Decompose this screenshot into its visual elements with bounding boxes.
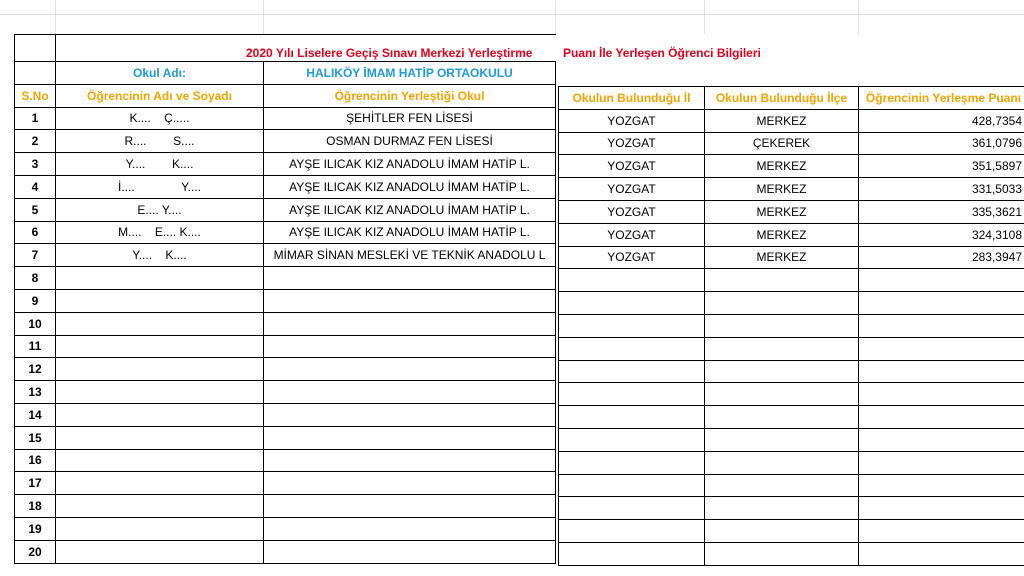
- placed-school: [264, 312, 556, 335]
- placed-school: OSMAN DURMAZ FEN LİSESİ: [264, 130, 556, 153]
- placed-school: AYŞE ILICAK KIZ ANADOLU İMAM HATİP L.: [264, 175, 556, 198]
- score-cell: 331,5033: [859, 178, 1024, 201]
- placed-school: [264, 403, 556, 426]
- placed-school: [264, 289, 556, 312]
- province-cell: [559, 520, 705, 543]
- table-row: [559, 178, 1024, 201]
- placed-school: [264, 335, 556, 358]
- student-name: E.... Y....: [56, 198, 264, 221]
- placed-school: [264, 449, 556, 472]
- student-name: [56, 289, 264, 312]
- table-row: [15, 426, 556, 449]
- student-name: K.... Ç.....: [56, 107, 264, 130]
- province-cell: [559, 428, 705, 451]
- student-name: [56, 495, 264, 518]
- table-row: [15, 449, 556, 472]
- table-row: [559, 542, 1024, 565]
- table-row: [15, 130, 556, 153]
- table-row: [15, 403, 556, 426]
- header-placed-school: Öğrencinin Yerleştiği Okul: [264, 84, 556, 107]
- row-number: 11: [15, 335, 56, 358]
- table-row: [15, 153, 556, 176]
- district-cell: [705, 292, 859, 315]
- student-name: Y.... K....: [56, 244, 264, 267]
- score-cell: [859, 542, 1024, 565]
- province-cell: [559, 269, 705, 292]
- province-cell: [559, 474, 705, 497]
- title-left: 2020 Yılı Liselere Geçiş Sınavı Merkezi Yerleştirme: [246, 46, 533, 60]
- school-row: [15, 62, 556, 85]
- score-cell: [859, 337, 1024, 360]
- province-cell: [559, 497, 705, 520]
- district-cell: [705, 383, 859, 406]
- province-cell: [559, 337, 705, 360]
- row-number: 7: [15, 244, 56, 267]
- student-name: [56, 540, 264, 563]
- row-number: 1: [15, 107, 56, 130]
- placed-school: [264, 358, 556, 381]
- province-cell: [559, 292, 705, 315]
- row-number: 5: [15, 198, 56, 221]
- score-cell: 335,3621: [859, 200, 1024, 223]
- header-district: Okulun Bulunduğu İlçe: [705, 87, 859, 110]
- score-cell: 324,3108: [859, 223, 1024, 246]
- row-number: 15: [15, 426, 56, 449]
- province-cell: [559, 383, 705, 406]
- district-cell: [705, 520, 859, 543]
- placed-school: [264, 540, 556, 563]
- table-row: [15, 198, 556, 221]
- district-cell: MERKEZ: [705, 223, 859, 246]
- score-cell: [859, 383, 1024, 406]
- header-student: Öğrencinin Adı ve Soyadı: [56, 84, 264, 107]
- placed-school: ŞEHİTLER FEN LİSESİ: [264, 107, 556, 130]
- placed-school: [264, 381, 556, 404]
- district-cell: [705, 428, 859, 451]
- province-cell: [559, 406, 705, 429]
- student-name: [56, 426, 264, 449]
- district-cell: [705, 474, 859, 497]
- province-cell: YOZGAT: [559, 155, 705, 178]
- district-cell: MERKEZ: [705, 178, 859, 201]
- province-cell: YOZGAT: [559, 200, 705, 223]
- score-cell: [859, 474, 1024, 497]
- table-row: [15, 335, 556, 358]
- row-number: 18: [15, 495, 56, 518]
- table-row: [559, 246, 1024, 269]
- row-number: 13: [15, 381, 56, 404]
- table-row: [559, 314, 1024, 337]
- student-name: [56, 517, 264, 540]
- student-name: İ.... Y....: [56, 175, 264, 198]
- table-row: [15, 267, 556, 290]
- placed-school: [264, 472, 556, 495]
- left-table: [14, 34, 556, 564]
- table-row: [15, 495, 556, 518]
- table-row: [15, 107, 556, 130]
- table-row: [15, 517, 556, 540]
- row-number: 16: [15, 449, 56, 472]
- student-name: Y.... K....: [56, 153, 264, 176]
- table-row: [15, 221, 556, 244]
- table-row: [559, 474, 1024, 497]
- score-cell: [859, 269, 1024, 292]
- district-cell: MERKEZ: [705, 109, 859, 132]
- row-number: 20: [15, 540, 56, 563]
- table-row: [559, 428, 1024, 451]
- student-name: [56, 403, 264, 426]
- table-row: [15, 472, 556, 495]
- district-cell: [705, 542, 859, 565]
- district-cell: [705, 360, 859, 383]
- district-cell: MERKEZ: [705, 246, 859, 269]
- placed-school: AYŞE ILICAK KIZ ANADOLU İMAM HATİP L.: [264, 221, 556, 244]
- table-row: [15, 289, 556, 312]
- table-row: [15, 540, 556, 563]
- score-cell: 428,7354: [859, 109, 1024, 132]
- score-cell: 361,0796: [859, 132, 1024, 155]
- score-cell: [859, 428, 1024, 451]
- table-row: [559, 292, 1024, 315]
- title-right: Puanı İle Yerleşen Öğrenci Bilgileri: [563, 46, 761, 60]
- placed-school: [264, 267, 556, 290]
- district-cell: MERKEZ: [705, 155, 859, 178]
- table-row: [559, 360, 1024, 383]
- district-cell: ÇEKEREK: [705, 132, 859, 155]
- table-row: [15, 244, 556, 267]
- header-row: [15, 84, 556, 107]
- student-name: [56, 449, 264, 472]
- row-number: 17: [15, 472, 56, 495]
- district-cell: [705, 314, 859, 337]
- table-row: [559, 132, 1024, 155]
- student-name: M.... E.... K....: [56, 221, 264, 244]
- row-number: 10: [15, 312, 56, 335]
- row-number: 8: [15, 267, 56, 290]
- score-cell: 351,5897: [859, 155, 1024, 178]
- table-row: [15, 381, 556, 404]
- district-cell: [705, 269, 859, 292]
- row-number: 2: [15, 130, 56, 153]
- province-cell: YOZGAT: [559, 109, 705, 132]
- student-name: [56, 312, 264, 335]
- province-cell: [559, 451, 705, 474]
- row-number: 14: [15, 403, 56, 426]
- school-name: HALIKÖY İMAM HATİP ORTAOKULU: [264, 62, 556, 85]
- table-row: [15, 312, 556, 335]
- student-name: [56, 381, 264, 404]
- province-cell: YOZGAT: [559, 223, 705, 246]
- table-row: [559, 497, 1024, 520]
- score-cell: [859, 292, 1024, 315]
- table-row: [15, 358, 556, 381]
- student-name: [56, 335, 264, 358]
- placed-school: AYŞE ILICAK KIZ ANADOLU İMAM HATİP L.: [264, 198, 556, 221]
- province-cell: YOZGAT: [559, 178, 705, 201]
- score-cell: [859, 360, 1024, 383]
- table-row: [559, 269, 1024, 292]
- table-row: [559, 155, 1024, 178]
- score-cell: [859, 497, 1024, 520]
- student-name: R.... S....: [56, 130, 264, 153]
- score-cell: 283,3947: [859, 246, 1024, 269]
- placed-school: [264, 426, 556, 449]
- table-row: [559, 406, 1024, 429]
- row-number: 12: [15, 358, 56, 381]
- row-number: 19: [15, 517, 56, 540]
- row-number: 3: [15, 153, 56, 176]
- placed-school: [264, 517, 556, 540]
- placed-school: AYŞE ILICAK KIZ ANADOLU İMAM HATİP L.: [264, 153, 556, 176]
- province-cell: YOZGAT: [559, 246, 705, 269]
- district-cell: [705, 451, 859, 474]
- district-cell: MERKEZ: [705, 200, 859, 223]
- right-table: [558, 86, 1024, 566]
- header-score: Öğrencinin Yerleşme Puanı: [859, 87, 1024, 110]
- placed-school: [264, 495, 556, 518]
- student-name: [56, 267, 264, 290]
- district-cell: [705, 337, 859, 360]
- table-row: [559, 223, 1024, 246]
- row-number: 4: [15, 175, 56, 198]
- right-header-row: [559, 87, 1024, 110]
- score-cell: [859, 520, 1024, 543]
- table-row: [559, 337, 1024, 360]
- table-row: [559, 200, 1024, 223]
- header-province: Okulun Bulunduğu İl: [559, 87, 705, 110]
- table-row: [559, 383, 1024, 406]
- score-cell: [859, 406, 1024, 429]
- province-cell: [559, 360, 705, 383]
- table-row: [559, 520, 1024, 543]
- province-cell: [559, 314, 705, 337]
- student-name: [56, 472, 264, 495]
- header-no: S.No: [15, 84, 56, 107]
- student-name: [56, 358, 264, 381]
- province-cell: YOZGAT: [559, 132, 705, 155]
- table-row: [559, 451, 1024, 474]
- row-number: 6: [15, 221, 56, 244]
- table-row: [15, 175, 556, 198]
- district-cell: [705, 497, 859, 520]
- score-cell: [859, 451, 1024, 474]
- row-number: 9: [15, 289, 56, 312]
- table-row: [559, 109, 1024, 132]
- district-cell: [705, 406, 859, 429]
- province-cell: [559, 542, 705, 565]
- school-label: Okul Adı:: [56, 62, 264, 85]
- score-cell: [859, 314, 1024, 337]
- placed-school: MİMAR SİNAN MESLEKİ VE TEKNİK ANADOLU L: [264, 244, 556, 267]
